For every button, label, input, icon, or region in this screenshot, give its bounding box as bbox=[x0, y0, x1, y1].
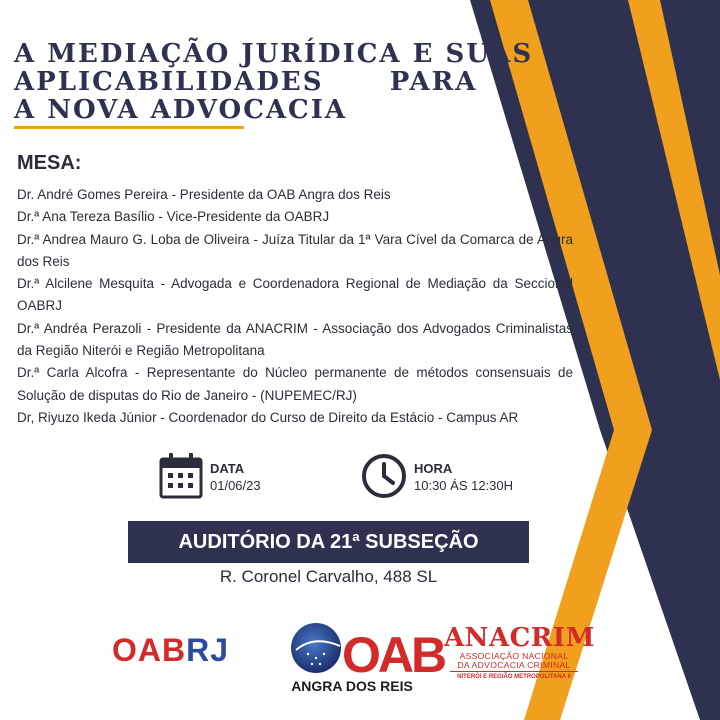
venue-name: AUDITÓRIO DA 21ª SUBSEÇÃO bbox=[178, 530, 479, 553]
title-line-2: APLICABILIDADES PARA bbox=[14, 67, 478, 97]
title-underline bbox=[14, 126, 244, 129]
calendar-icon bbox=[158, 452, 204, 500]
time-label: HORA bbox=[414, 461, 453, 476]
anacrim-logo bbox=[444, 623, 595, 681]
anacrim-line-2: DA ADVOCACIA CRIMINAL bbox=[457, 660, 571, 670]
mesa-member: Dr.ª Ana Tereza Basílio - Vice-Presidente da OABRJ bbox=[17, 209, 330, 225]
date-value: 01/06/23 bbox=[210, 478, 261, 493]
title-line-3: A NOVA ADVOCACIA bbox=[14, 95, 348, 125]
mesa-heading: MESA: bbox=[17, 152, 82, 174]
time-text bbox=[414, 452, 513, 494]
oabrj-logo bbox=[112, 632, 229, 669]
oab-angra-logo bbox=[282, 620, 445, 694]
oabrj-logo-oab: OAB bbox=[112, 632, 187, 668]
mesa-member: Dr. André Gomes Pereira - Presidente da OAB Angra dos Reis bbox=[17, 187, 391, 202]
time-info bbox=[360, 452, 513, 500]
oab-wordmark: OAB bbox=[342, 627, 445, 683]
oab-emblem bbox=[282, 620, 445, 683]
anacrim-line-1: ASSOCIAÇÃO NACIONAL bbox=[459, 651, 569, 661]
anacrim-line-3: NITERÓI E REGIÃO METROPOLITANA II bbox=[457, 674, 571, 680]
date-label: DATA bbox=[210, 461, 245, 476]
title-line-1: A MEDIAÇÃO JURÍDICA E SUAS bbox=[14, 39, 534, 69]
mesa-member: Dr.ª Alcilene Mesquita - Advogada e Coordenadora Regional de Mediação da Seccional OABRJ bbox=[17, 276, 573, 314]
oab-logo-caption: ANGRA DOS REIS bbox=[291, 678, 413, 694]
mesa-member-list bbox=[17, 184, 573, 429]
mesa-member: Dr.ª Carla Alcofra - Representante do Núcleo permanente de métodos consensuais de Solução de disputas do Rio de Janeiro - (NUPEMEC/RJ) bbox=[17, 365, 573, 403]
clock-icon bbox=[360, 452, 408, 500]
date-info bbox=[158, 452, 261, 500]
event-title bbox=[14, 40, 533, 124]
venue-banner bbox=[128, 521, 529, 563]
venue-address: R. Coronel Carvalho, 488 SL bbox=[219, 567, 438, 586]
anacrim-wordmark: ANACRIM bbox=[444, 623, 595, 653]
mesa-member: Dr.ª Andrea Mauro G. Loba de Oliveira - Juíza Titular da 1ª Vara Cível da Comarca de Angra dos Reis bbox=[17, 231, 573, 269]
mesa-member: Dr, Riyuzo Ikeda Júnior - Coordenador do Curso de Direito da Estácio - Campus AR bbox=[17, 409, 519, 425]
time-value: 10:30 ÁS 12:30H bbox=[414, 478, 514, 493]
anacrim-divider bbox=[450, 671, 578, 672]
oabrj-logo-rj: RJ bbox=[186, 632, 230, 668]
mesa-member: Dr.ª Andréa Perazoli - Presidente da ANACRIM - Associação dos Advogados Criminalistas da Região Niterói e Região Metropolitana bbox=[17, 320, 573, 359]
date-text bbox=[210, 452, 261, 494]
